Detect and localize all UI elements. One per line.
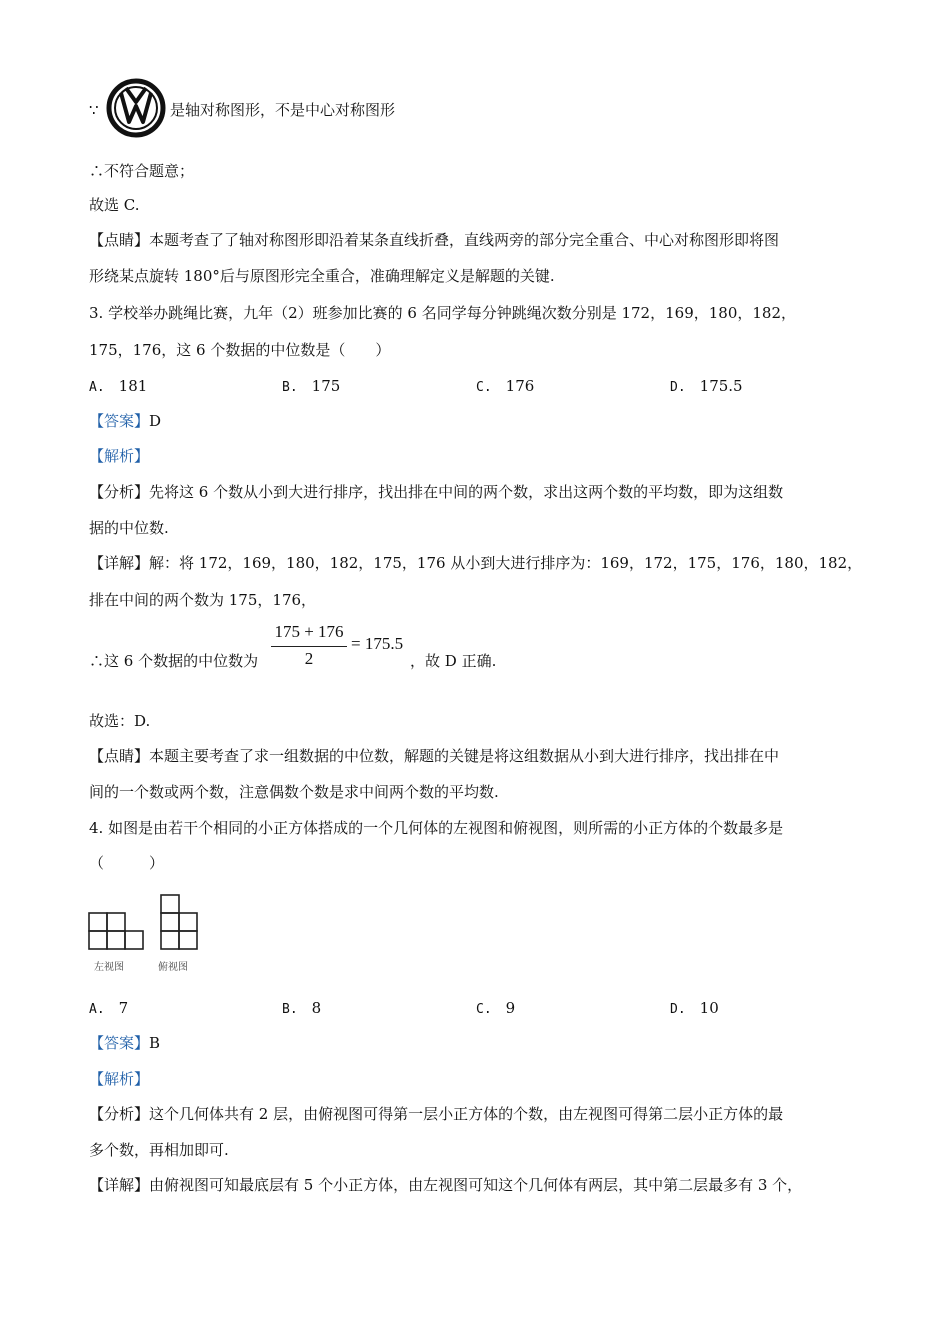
q3-review-1: 【点睛】本题主要考查了求一组数据的中位数，解题的关键是将这组数据从小到大进行排序，找出排在中	[89, 747, 780, 765]
q3-detail-3-tail: ，故 D 正确.	[410, 652, 497, 670]
q3-analysis-2: 据的中位数.	[89, 519, 169, 537]
fraction-bar	[271, 646, 347, 647]
question-4-stem-2: （ ）	[89, 854, 165, 872]
q3-option-b: B. 175	[282, 377, 341, 395]
q4-answer: 【答案】B	[89, 1034, 161, 1052]
q4-option-a: A. 7	[89, 999, 129, 1017]
q4-option-b: B. 8	[282, 999, 322, 1017]
question-4-stem-1: 4. 如图是由若干个相同的小正方体搭成的一个几何体的左视图和俯视图，则所需的小正方体的个数最多是	[89, 819, 784, 837]
fraction-numerator: 175 + 176	[274, 622, 344, 641]
q3-analysis-heading: 【解析】	[89, 447, 150, 465]
review-line-2: 形绕某点旋转 180°后与原图形完全重合，准确理解定义是解题的关键.	[89, 267, 555, 285]
question-3-stem-2: 175，176，这 6 个数据的中位数是（ ）	[89, 341, 391, 359]
q4-analysis-1: 【分析】这个几何体共有 2 层，由俯视图可得第一层小正方体的个数，由左视图可得第二层小正方体的最	[89, 1105, 784, 1123]
top-view-caption: 俯视图	[158, 962, 188, 973]
q3-option-c: C. 176	[476, 377, 535, 395]
left-view-grid	[89, 913, 143, 949]
q3-analysis-1: 【分析】先将这 6 个数从小到大进行排序，找出排在中间的两个数，求出这两个数的平均数，即为这组数	[89, 483, 784, 501]
fraction-result: = 175.5	[351, 634, 404, 653]
q4-option-d: D. 10	[670, 999, 719, 1017]
review-line-1: 【点睛】本题考查了了轴对称图形即沿着某条直线折叠，直线两旁的部分完全重合、中心对称图形即将图	[89, 231, 780, 249]
choice-line: 故选 C.	[89, 196, 140, 214]
q3-choice: 故选：D.	[89, 712, 151, 730]
vw-logo-icon	[106, 78, 166, 138]
q3-option-a: A. 181	[89, 377, 148, 395]
q4-analysis-2: 多个数，再相加即可.	[89, 1141, 229, 1159]
q3-detail-1: 【详解】解：将 172，169，180，182，175，176 从小到大进行排序为：169，172，175，176，180，182，	[89, 554, 863, 572]
q4-detail-1: 【详解】由俯视图可知最底层有 5 个小正方体，由左视图可知这个几何体有两层，其中第二层最多有 3 个，	[89, 1176, 803, 1194]
median-fraction	[271, 622, 411, 672]
q4-analysis-heading: 【解析】	[89, 1070, 150, 1088]
because-line	[89, 100, 99, 120]
q4-option-c: C. 9	[476, 999, 516, 1017]
q3-detail-2: 排在中间的两个数为 175，176，	[89, 591, 317, 609]
question-3-stem-1: 3. 学校举办跳绳比赛，九年（2）班参加比赛的 6 名同学每分钟跳绳次数分别是 172，169，180，182，	[89, 304, 796, 322]
q3-answer: 【答案】D	[89, 412, 162, 430]
q3-detail-3: ∴这 6 个数据的中位数为	[89, 652, 259, 670]
fraction-denominator: 2	[304, 649, 314, 668]
q3-review-2: 间的一个数或两个数，注意偶数个数是求中间两个数的平均数.	[89, 783, 499, 801]
therefore-line: ∴不符合题意；	[89, 162, 195, 180]
because-symbol: ∵	[89, 101, 99, 119]
left-view-caption: 左视图	[94, 962, 124, 973]
symmetry-text: 是轴对称图形，不是中心对称图形	[170, 101, 396, 119]
cube-views-figure	[86, 892, 201, 952]
review-tag: 【点睛】	[89, 231, 150, 249]
top-view-grid	[161, 895, 197, 949]
q3-option-d: D. 175.5	[670, 377, 743, 395]
